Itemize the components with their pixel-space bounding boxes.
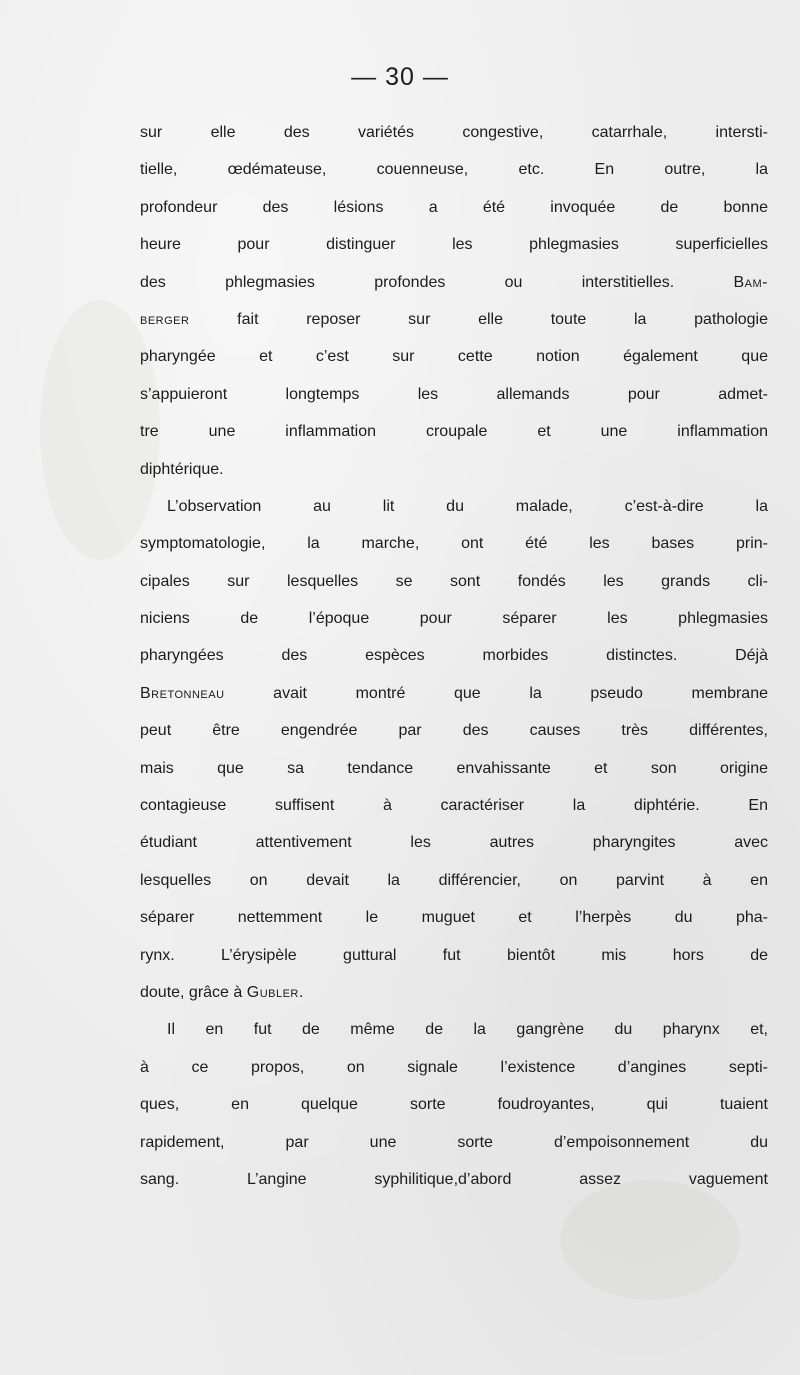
text-line: ques, en quelque sorte foudroyantes, qui tuaient (140, 1096, 768, 1114)
text-line: rynx. L’érysipèle guttural fut bientôt mis hors de (140, 946, 768, 964)
text-line: pharyngées des espèces morbides distinctes. Déjà (140, 647, 768, 665)
text-fragment: avait montré que la pseudo membrane (224, 684, 768, 702)
text-line: heure pour distinguer les phlegmasies superficielles (140, 236, 768, 254)
text-line: contagieuse suffisent à caractériser la diphtérie. En (140, 797, 768, 815)
text-line: sur elle des variétés congestive, catarrhale, intersti- (140, 124, 768, 141)
text-line (140, 311, 768, 348)
text-line: pharyngée et c’est sur cette notion également que (140, 348, 768, 366)
text-line: séparer nettemment le muguet et l’herpès du pha- (140, 909, 768, 927)
author-name: Bam- (733, 273, 768, 291)
text-fragment: doute, grâce à (140, 983, 247, 1001)
text-line: rapidement, par une sorte d’empoisonnement du (140, 1133, 768, 1151)
text-line: peut être engendrée par des causes très différentes, (140, 722, 768, 740)
text-line: niciens de l’époque pour séparer les phlegmasies (140, 610, 768, 628)
text-line: lesquelles on devait la différencier, on parvint à en (140, 871, 768, 889)
text-fragment: fait reposer sur elle toute la pathologie (189, 310, 768, 328)
text-line: symptomatologie, la marche, ont été les bases prin- (140, 535, 768, 553)
text-fragment: . (298, 983, 304, 1001)
text-line: profondeur des lésions a été invoquée de bonne (140, 198, 768, 216)
text-line: diphtérique. (140, 460, 224, 478)
text-line: mais que sa tendance envahissante et son origine (140, 759, 768, 777)
author-name: Bretonneau (140, 684, 225, 702)
body-text (140, 124, 768, 1208)
text-line (140, 685, 768, 722)
page-number: — 30 — (351, 63, 449, 91)
text-line: étudiant attentivement les autres pharyngites avec (140, 834, 768, 852)
text-line: s’appuieront longtemps les allemands pour admet- (140, 385, 768, 403)
text-line: sang. L’angine syphilitique,d’abord assez vaguement (140, 1170, 768, 1188)
text-line (140, 274, 768, 311)
author-name: Gubler (246, 983, 299, 1001)
text-line (140, 984, 768, 1021)
author-name: berger (140, 310, 190, 328)
text-line: à ce propos, on signale l’existence d’angines septi- (140, 1058, 768, 1076)
text-line: tielle, œdémateuse, couenneuse, etc. En outre, la (140, 161, 768, 179)
text-line: Il en fut de même de la gangrène du pharynx et, (167, 1021, 768, 1039)
text-fragment: des phlegmasies profondes ou interstitielles. (140, 273, 734, 291)
text-line: tre une inflammation croupale et une inflammation (140, 423, 768, 441)
text-line: cipales sur lesquelles se sont fondés les grands cli- (140, 572, 768, 590)
text-line: L’observation au lit du malade, c’est-à-dire la (167, 497, 768, 515)
